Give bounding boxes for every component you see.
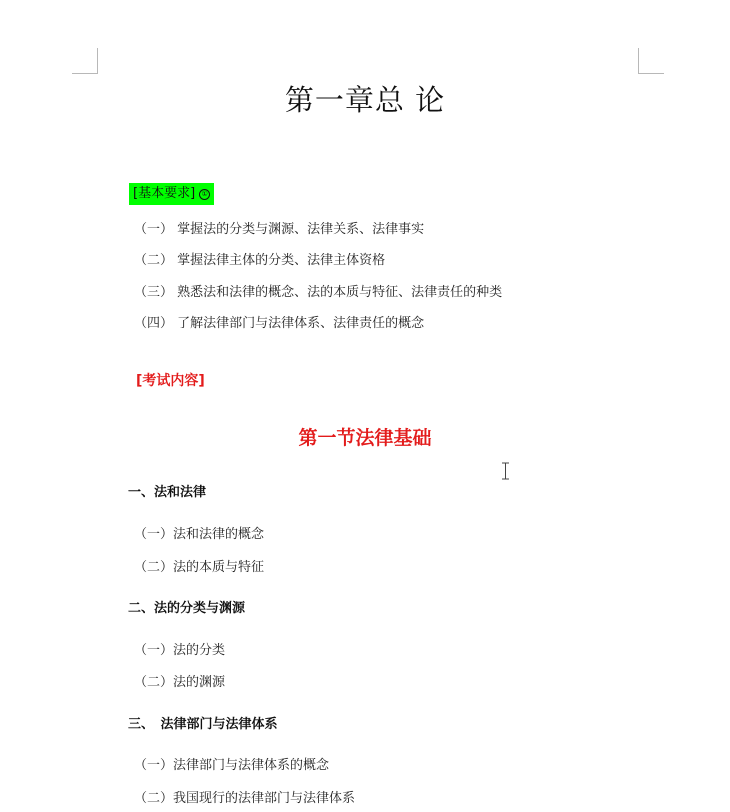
requirement-item-3: （三） 熟悉法和法律的概念、法的本质与特征、法律责任的种类 — [134, 285, 503, 300]
requirement-item-4: （四） 了解法律部门与法律体系、法律责任的概念 — [134, 316, 425, 331]
heading-2-item-1: （一）法的分类 — [134, 643, 226, 658]
requirement-item-1: （一） 掌握法的分类与渊源、法律关系、法律事实 — [134, 222, 425, 237]
heading-3-item-1: （一）法律部门与法律体系的概念 — [134, 758, 330, 773]
exam-content-label: [考试内容] — [136, 373, 205, 389]
crop-mark-top-left — [72, 48, 98, 74]
requirement-item-2: （二） 掌握法律主体的分类、法律主体资格 — [134, 253, 386, 268]
heading-1-item-2: （二）法的本质与特征 — [134, 560, 265, 575]
footnote-marker[interactable]: ① — [199, 189, 210, 200]
heading-1: 一、法和法律 — [128, 485, 207, 500]
heading-2-item-2: （二）法的渊源 — [134, 675, 226, 690]
basic-requirements-label — [129, 183, 214, 205]
heading-1-item-1: （一）法和法律的概念 — [134, 527, 265, 542]
chapter-title: 第一章总 论 — [284, 83, 446, 117]
text-cursor-icon — [501, 462, 510, 480]
basic-requirements-text: [基本要求] — [133, 186, 196, 201]
section-title: 第一节法律基础 — [298, 427, 432, 449]
heading-3-item-2: （二）我国现行的法律部门与法律体系 — [134, 791, 356, 806]
heading-3: 三、 法律部门与法律体系 — [128, 717, 278, 732]
crop-mark-top-right — [638, 48, 664, 74]
heading-2: 二、法的分类与渊源 — [128, 601, 246, 616]
